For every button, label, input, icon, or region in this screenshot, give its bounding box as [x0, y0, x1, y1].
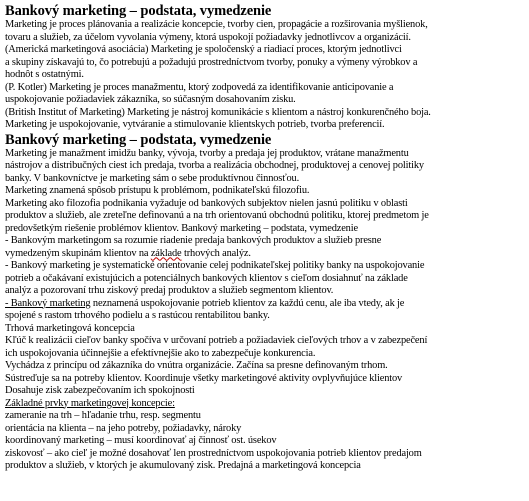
spellcheck-word: základe	[150, 247, 182, 259]
text-line: Vychádza z princípu od zákazníka do vnútra organizácie. Začína sa presne definovaným trhom.	[5, 360, 388, 371]
text-line: - Bankovým marketingom sa rozumie riadenie predaja bankových produktov a služieb presne	[5, 235, 382, 246]
text-line: zameranie na trh – hľadanie trhu, resp. segmentu	[5, 410, 201, 421]
text-line: produktov a služieb, v ktorých je akumulovaný zisk. Predajná a marketingová koncepcia	[5, 460, 361, 471]
section-definitions	[5, 19, 529, 132]
heading-bank-marketing: Bankový marketing – podstata, vymedzenie	[5, 131, 272, 148]
text-line: Marketing znamená spôsob prístupu k problémom, podnikateľskú filozofiu.	[5, 185, 310, 196]
text-line: nástrojov a distribučných ciest ich predaja, tvorba a realizácia obchodnej, produktovej a cenovej politiky	[5, 160, 424, 171]
heading-main: Bankový marketing – podstata, vymedzenie	[5, 3, 272, 19]
text-line: Marketing je proces plánovania a realizácie koncepcie, tvorby cien, propagácie a rozširovania myšlienok,	[5, 19, 428, 30]
underlined-link[interactable]: - Bankový marketing	[5, 297, 91, 309]
text-fragment: neznamená uspokojovanie potrieb klientov za každú cenu, ale iba vtedy, ak je	[90, 297, 405, 309]
text-line: banky. V bankovníctve je marketing sám o sebe produktívnou činnosťou.	[5, 172, 300, 184]
text-line: koordinovaný marketing – musí koordinovať aj činnosť ost. úsekov	[5, 435, 277, 446]
text-line: produktov a služieb, ale zreteľne definovanú a na trh orientovanú obchodnú politiku, ktorej predmetom je	[5, 210, 429, 221]
text-line: - Bankový marketing je systematické orientovanie celej podnikateľskej politiky banky na uspokojovanie	[5, 260, 425, 271]
text-line: Kľúč k realizácii cieľov banky spočíva v určovaní potrieb a požiadaviek cieľových trhov a v zabezpečení	[5, 335, 428, 346]
text-line: Sústreďuje sa na potreby klientov. Koordinuje všetky marketingové aktivity ovplyvňujúce klientov	[5, 372, 403, 384]
text-fragment: vymedzeným skupinám klientov na	[5, 247, 151, 259]
text-line: (Americká marketingová asociácia) Marketing je spoločenský a riadiací proces, ktorým jednotlivci	[5, 44, 402, 55]
text-line: Marketing ako filozofia podnikania vyžaduje od bankových subjektov nielen jasnú politiku v oblasti	[5, 197, 408, 209]
text-line: (British Institut of Marketing) Marketing je nástroj komunikácie s klientom a nástroj konkurenčného boja.	[5, 106, 431, 118]
text-line	[5, 248, 529, 261]
text-line: uspokojovanie požiadaviek zákazníka, so súčasným dosahovaním zisku.	[5, 94, 296, 105]
text-line: ich uspokojovania účinnejšie a efektívnejšie ako to zabezpečuje konkurencia.	[5, 347, 316, 359]
text-line: tovaru a služieb, za účelom vyvolania výmeny, ktorá uspokojí požiadavky jednotlivcov a organizácií.	[5, 31, 411, 43]
text-line: spojené s rastom trhového podielu a s rastúcou rentabilitou banky.	[5, 310, 270, 321]
section-bank-marketing	[5, 148, 529, 473]
text-line: (P. Kotler) Marketing je proces manažmentu, ktorý zodpovedá za identifikovanie anticipovanie a	[5, 81, 394, 93]
text-line: orientácia na klienta – na jeho potreby, požiadavky, nároky	[5, 422, 242, 434]
text-line: a skupiny získavajú to, čo potrebujú a požadujú prostredníctvom tvorby, ponuky a výmeny výrobkov a	[5, 56, 418, 68]
text-line: ziskovosť – ako cieľ je možné dosahovať len prostredníctvom uspokojovania potrieb klientov predajom	[5, 447, 422, 459]
text-line: Dosahuje zisk zabezpečovaním ich spokojnosti	[5, 385, 195, 396]
subheading-concept-elements: Základné prvky marketingovej koncepcie:	[5, 397, 175, 409]
text-line: hodnôt s ostatnými.	[5, 69, 84, 80]
text-line	[5, 298, 529, 311]
text-line: Marketing je uspokojovanie, vytváranie a stimulovanie klientskych potrieb, tvorba preferencií.	[5, 119, 385, 130]
text-line: Trhová marketingová koncepcia	[5, 322, 135, 334]
text-line: predovšetkým riešenie problémov klientov. Bankový marketing – podstata, vymedzenie	[5, 222, 358, 234]
text-fragment: trhových analýz.	[181, 247, 251, 259]
text-line: Marketing je manažment imidžu banky, vývoja, tvorby a predaja jej produktov, vrátane manažmentu	[5, 147, 409, 159]
text-line: potrieb a očakávaní existujúcich a potenciálnych bankových klientov s cieľom dosiahnuť na základe	[5, 272, 408, 284]
text-line: analýz a pozorovaní trhu ziskový predaj produktov a služieb segmentom klientov.	[5, 285, 334, 296]
